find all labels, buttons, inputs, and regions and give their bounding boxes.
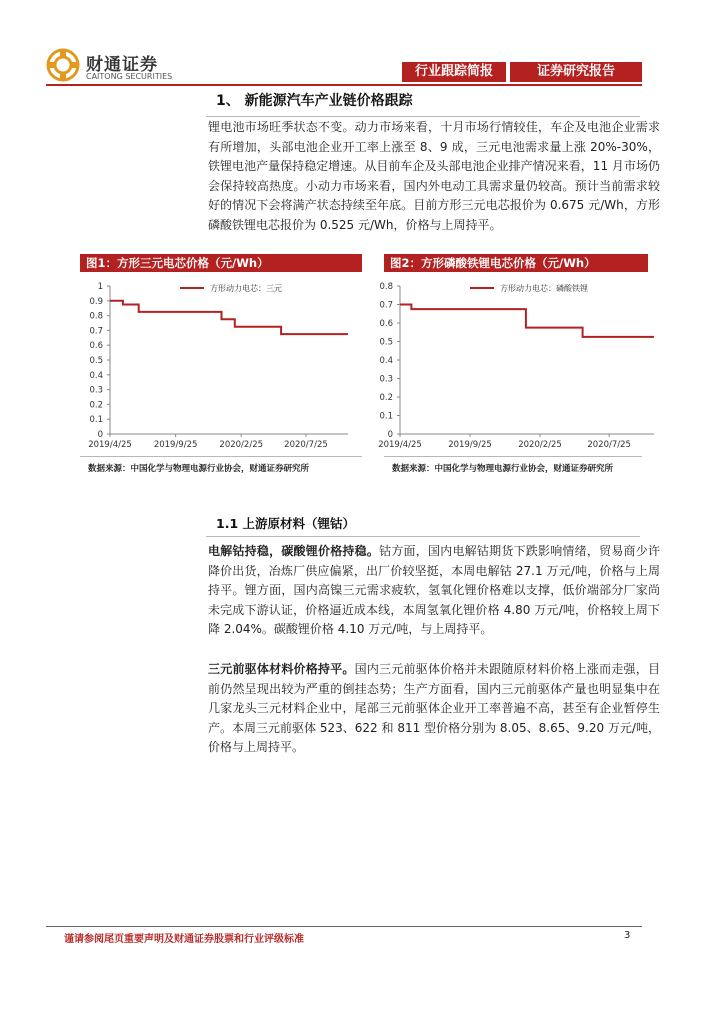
- subsection-paragraph-1: [208, 542, 660, 640]
- x-tick-label: 2019/4/25: [378, 440, 422, 450]
- y-tick-label: 0.2: [379, 393, 393, 403]
- paragraph-1-body: 钴方面，国内电解钴期货下跌影响情绪，贸易商少许降价出货，冶炼厂供应偏紧，出厂价较坚挺，本周电解钴 27.1 万元/吨，价格与上周持平。锂方面，国内高镍三元需求疲软，氢氧化锂价格难以支撑，低价端部分厂家尚未完成下游认证，价格逼近成本线，本周氢氧化锂价格 4.80 万元/吨，价格较上周下降 2.04%。碳酸锂价格 4.10 万元/吨，与上周持平。: [208, 544, 660, 636]
- report-type-tag: 行业跟踪简报: [402, 62, 506, 82]
- figure-1-chart: [80, 274, 364, 454]
- x-tick-label: 2020/2/25: [219, 440, 264, 450]
- figure-2-title: 图2：方形磷酸铁锂电芯价格（元/Wh）: [384, 254, 648, 272]
- company-logo: [46, 48, 196, 88]
- y-tick-label: 0: [387, 430, 393, 440]
- paragraph-2-body: 国内三元前驱体价格并未跟随原材料价格上涨而走强，目前仍然呈现出较为严重的倒挂态势；生产方面看，国内三元前驱体产量也明显集中在几家龙头三元材料企业中，尾部三元前驱体企业开工率普遍不高，甚至有企业暂停生产。本周三元前驱体 523、622 和 811 型价格分别为 8.05、8.65、9.20 万元/吨，价格与上周持平。: [208, 662, 660, 754]
- legend-label: 方形动力电芯：三元: [210, 284, 282, 293]
- report-category-tag: 证券研究报告: [510, 62, 642, 82]
- legend-label: 方形动力电芯：磷酸铁锂: [500, 284, 588, 293]
- y-tick-label: 0.5: [379, 337, 393, 348]
- figure-1-title: 图1：方形三元电芯价格（元/Wh）: [80, 254, 362, 272]
- y-tick-label: 0.7: [379, 300, 393, 311]
- y-tick-label: 0: [97, 430, 103, 440]
- figure-1-source: 数据来源：中国化学与物理电源行业协会，财通证券研究所: [88, 464, 310, 474]
- x-tick-label: 2019/4/25: [88, 440, 132, 450]
- y-tick-label: 0.1: [379, 411, 393, 422]
- logo-english-name: CAITONG SECURITIES: [86, 72, 173, 81]
- y-tick-label: 0.8: [89, 311, 103, 322]
- section-divider: [206, 116, 640, 117]
- paragraph-1-lead: 电解钴持稳，碳酸锂价格持稳。: [208, 544, 380, 558]
- figure-2-chart: [370, 274, 660, 454]
- y-tick-label: 0.7: [89, 326, 103, 337]
- header-divider: [46, 84, 642, 86]
- y-tick-label: 0.8: [379, 282, 393, 292]
- y-tick-label: 0.6: [379, 319, 393, 329]
- subsection-title: 1.1 上游原材料（锂钴）: [216, 516, 355, 531]
- series-line: [400, 305, 654, 337]
- subsection-divider: [206, 536, 640, 537]
- page-number: 3: [624, 930, 631, 941]
- y-tick-label: 0.4: [379, 356, 393, 366]
- caitong-logo-icon: [46, 48, 80, 82]
- section-paragraph: 锂电池市场旺季状态不变。动力市场来看，十月市场行情较佳，车企及电池企业需求有所增加，头部电池企业开工率上涨至 8、9 成，三元电池需求量上涨 20%-30%，铁锂电池产量保持稳定增速。从目前车企及头部电池企业排产情况来看，11 月市场仍会保持较高热度。小动力市场来看，国内外电动工具需求量仍较高。预计当前需求较好的情况下会将满产状态持续至年底。目前方形三元电芯报价为 0.675 元/Wh，方形磷酸铁锂电芯报价为 0.525 元/Wh，价格与上周持平。: [208, 120, 660, 232]
- paragraph-2-lead: 三元前驱体材料价格持平。: [208, 662, 355, 676]
- y-tick-label: 0.1: [89, 415, 103, 426]
- y-tick-label: 0.5: [89, 356, 103, 366]
- y-tick-label: 0.4: [89, 370, 103, 381]
- y-tick-label: 1: [97, 282, 103, 292]
- footer-disclaimer: 谨请参阅尾页重要声明及财通证券股票和行业评级标准: [64, 934, 304, 945]
- x-tick-label: 2020/7/25: [587, 440, 631, 450]
- logo-chinese-name: 财通证券: [86, 55, 158, 75]
- y-tick-label: 0.3: [379, 374, 393, 385]
- y-tick-label: 0.6: [89, 341, 103, 352]
- subsection-paragraph-2: [208, 660, 660, 758]
- x-tick-label: 2019/9/25: [153, 440, 198, 450]
- x-tick-label: 2020/7/25: [284, 440, 328, 450]
- figure-2-divider: [384, 456, 642, 457]
- section-title: 1、 新能源汽车产业链价格跟踪: [216, 93, 413, 109]
- header-tags: [402, 62, 642, 82]
- y-tick-label: 0.3: [89, 385, 103, 396]
- y-tick-label: 0.9: [89, 296, 103, 307]
- figure-2-source: 数据来源：中国化学与物理电源行业协会，财通证券研究所: [392, 464, 614, 474]
- footer-divider: [46, 926, 642, 927]
- x-tick-label: 2019/9/25: [448, 440, 492, 450]
- figure-1-divider: [80, 456, 362, 457]
- x-tick-label: 2020/2/25: [518, 440, 562, 450]
- y-tick-label: 0.2: [89, 400, 103, 411]
- series-line: [110, 301, 348, 334]
